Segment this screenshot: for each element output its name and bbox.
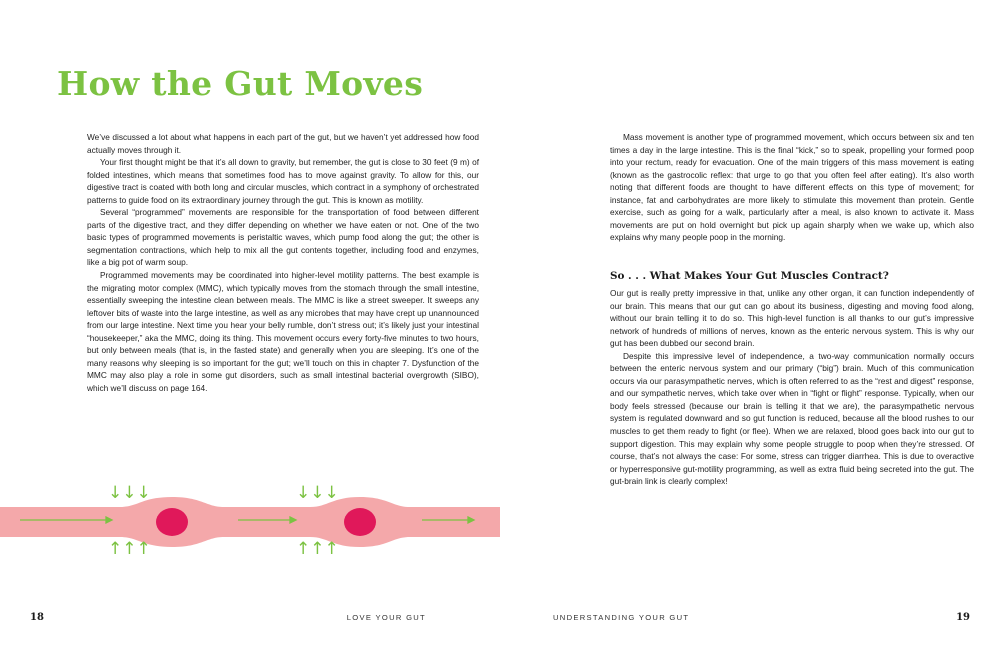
page-number-right: 19 [956, 612, 970, 623]
intestine-tube [0, 497, 500, 547]
body-paragraph: We’ve discussed a lot about what happens in each part of the gut, but we haven’t yet addressed how food actually moves through it. [87, 132, 479, 155]
chapter-title: How the Gut Moves [57, 64, 424, 103]
contraction-arrows-down-icon: ↓↓↓ [108, 483, 151, 503]
gut-peristalsis-illustration [0, 480, 500, 560]
page-number-left: 18 [30, 612, 44, 623]
body-paragraph: Several “programmed” movements are responsible for the transportation of food between different parts of the digestive tract, and they differ depending on whether we have eaten or not. One of the two basic types of programmed movements is peristaltic waves, which pump food along the gut; the other is segmentation contractions, which help to mix all the gut contents together, including food and enzymes, like a big pot of warm soup. [87, 207, 479, 268]
food-bolus [344, 508, 376, 536]
body-paragraph: Programmed movements may be coordinated into higher-level motility patterns. The best example is the migrating motor complex (MMC), which typically moves from the stomach through the small intestine, essentially sweeping the intestine clean between meals. The MMC is like a street sweeper. It sweeps any leftover bits of waste into the large intestine, as well as any microbes that may have crept up unannounced from our large intestine. Next time you hear your belly rumble, don’t stress out; it’s likely just your intestinal “housekeeper,” aka the MMC, doing its thing. This movement occurs every forty-five minutes to two hours, but only between meals (that is, in the fasted state) and generally when you are sleeping. It’s one of the many reasons why sleeping is so important for the gut; we’ll touch on this in chapter 7. Dysfunction of the MMC may also play a role in some gut disorders, such as small intestinal bacterial overgrowth (SIBO), which we’ll discuss on page 164. [87, 270, 479, 393]
running-head-left: LOVE YOUR GUT [346, 613, 426, 622]
left-body-text [87, 131, 479, 394]
food-bolus [156, 508, 188, 536]
contraction-arrows-up-icon: ↑↑↑ [108, 539, 151, 559]
right-page [500, 0, 1000, 650]
right-body-text-top [610, 131, 974, 244]
contraction-arrows-up-icon: ↑↑↑ [296, 539, 339, 559]
section-heading: So . . . What Makes Your Gut Muscles Contract? [610, 270, 889, 282]
contraction-arrows-down-icon: ↓↓↓ [296, 483, 339, 503]
body-paragraph: Despite this impressive level of independence, a two-way communication normally occurs between the enteric nervous system and our primary (“big”) brain. Much of this communication occurs via our parasympathetic nerves, which is often referred to as the “rest and digest” response, and our sympathetic nerves, which take over when in “fight or flight” response. Typically, when our body feels stressed (because our brain is telling it that we are), the parasympathetic nervous system is regulated downward and so gut function is reduced, because all the blood rushes to our muscles to get them ready to fight (or flee). When we are relaxed, blood goes back into our gut to support digestion. This may explain why some people struggle to poop when they’re stressed. Of course, that’s not always the case: For some, stress can trigger diarrhea. This is due to overactive or hyperresponsive gut-motility programming, as well as extra fluid being secreted into the gut. The gut-brain link is clearly complex! [610, 350, 974, 487]
body-paragraph: Our gut is really pretty impressive in that, unlike any other organ, it can function independently of our brain. This means that our gut can go about its business, digesting and moving food along, without our brain telling it to do so. This high-level function is all thanks to our gut’s impressive network of hundreds of millions of nerves, known as the enteric nervous system. This is why our gut has been dubbed our second brain. [610, 288, 974, 349]
body-paragraph: Mass movement is another type of programmed movement, which occurs between six and ten times a day in the large intestine. This is the final “kick,” so to speak, propelling your formed poop into your rectum, ready for evacuation. One of the main triggers of this mass movement is eating (known as the gastrocolic reflex: that urge to go that you often feel after eating). It’s also worth noting that different foods are thought to have different effects on this type of movement; for instance, fat and carbohydrates are more likely to stimulate this movement than protein. Gentle exercise, such as going for a walk, particularly after a meal, is also known to activate it. Mass movements are put on hold overnight but pick up again sharply when we wake up, which also explains why many people poop in the morning. [610, 132, 974, 243]
body-paragraph: Your first thought might be that it’s all down to gravity, but remember, the gut is close to 30 feet (9 m) of folded intestines, which means that sometimes food has to move against gravity. To allow for this, our digestive tract is coated with both long and circular muscles, which contract in a symphony of orchestrated patterns to guide food on its extraordinary journey through the gut. This is known as motility. [87, 157, 479, 205]
running-head-right: UNDERSTANDING YOUR GUT [553, 613, 690, 622]
right-body-text-bottom [610, 287, 974, 488]
